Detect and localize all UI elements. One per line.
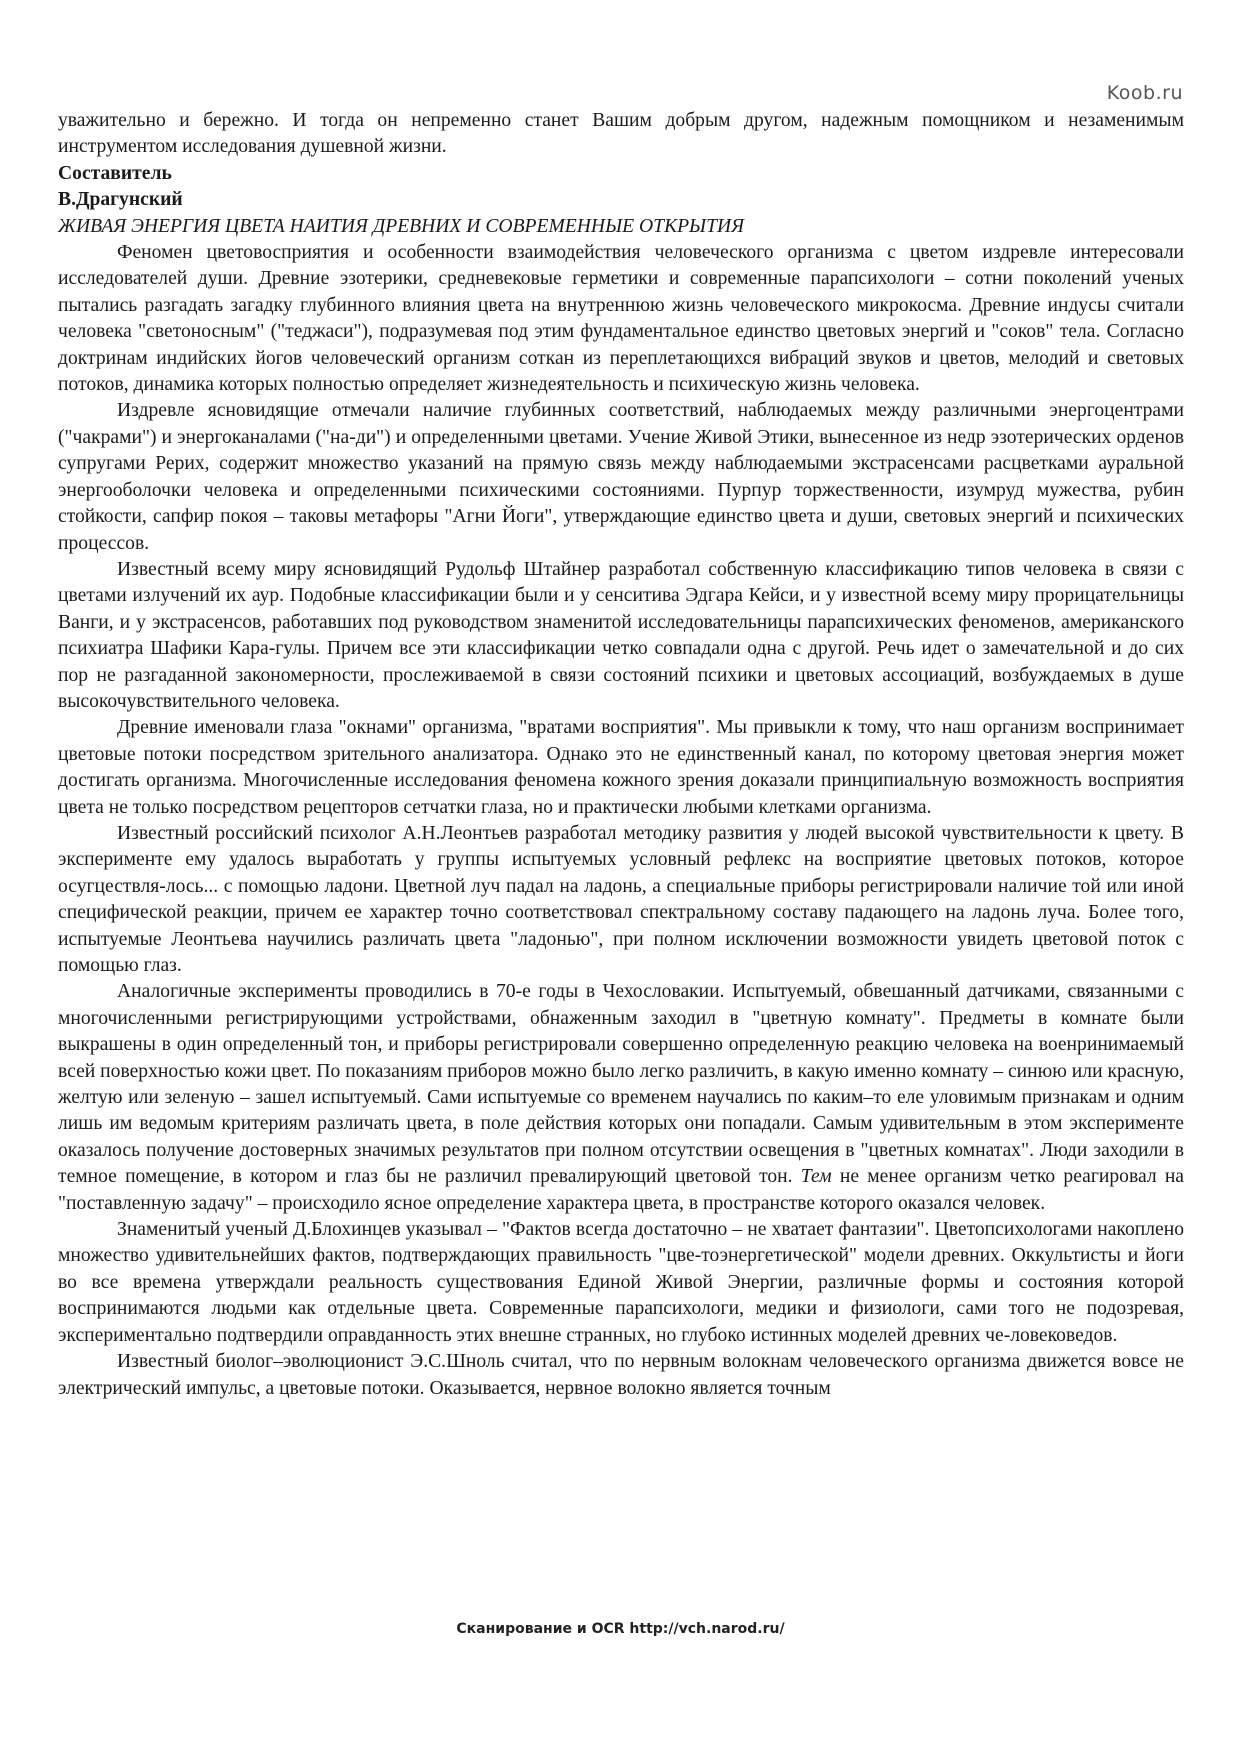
paragraph: Издревле ясновидящие отмечали наличие глубинных соответствий, наблюдаемых между различными энергоцентрами ("чакрами") и энергоканалами ("на-ди") и определенными цветами. Учение Живой Этики, вынесенное из недр эзотерических орденов супругами Рерих, содержит множество указаний на прямую связь между наблюдаемыми экстрасенсами расцветками ауральной энергооболочки человека и определенными психическими состояниями. Пурпур торжественности, изумруд мужества, рубин стойкости, сапфир покоя – таковы метафоры "Агни Йоги", утверждающие единство цвета и души, световых энергий и психических процессов. [58, 400, 1184, 554]
italic-word: Тем [800, 1166, 832, 1188]
paragraph: Известный биолог–эволюционист Э.С.Шноль считал, что по нервным волокнам человеческого организма движется вовсе не электрический импульс, а цветовые потоки. Оказывается, нервное волокно является точным [58, 1351, 1184, 1399]
author-name: В.Драгунский [58, 189, 183, 211]
paragraph: Феномен цветовосприятия и особенности взаимодействия человеческого организма с цветом издревле интересовали исследователей души. Древние эзотерики, средневековые герметики и современные парапсихологи – сотни поколений ученых пытались разгадать загадку глубинного влияния цвета на внутреннюю жизнь человеческого микрокосма. Древние индусы считали человека "светоносным" ("теджаси"), подразумевая под этим фундаментальное единство цветовых энергий и "соков" тела. Согласно доктринам индийских йогов человеческий организм соткан из переплетающихся вибраций звуков и цветов, мелодий и световых потоков, динамика которых полностью определяет жизнедеятельность и психическую жизнь человека. [58, 242, 1184, 396]
paragraph: Древние именовали глаза "окнами" организма, "вратами восприятия". Мы привыкли к тому, что наш организм воспринимает цветовые потоки посредством зрительного анализатора. Однако это не единственный канал, по которому цветовая энергия может достигать организма. Многочисленные исследования феномена кожного зрения доказали принципиальную возможность восприятия цвета не только посредством рецепторов сетчатки глаза, но и практически любыми клетками организма. [58, 717, 1184, 818]
compiler-label: Составитель [58, 162, 172, 184]
document-body [58, 108, 1184, 1402]
paragraph: Знаменитый ученый Д.Блохинцев указывал – "Фактов всегда достаточно – не хватает фантазии". Цветопсихологами накоплено множество удивительнейших фактов, подтверждающих правильность "цве-тоэнергетической" модели древних. Оккультисты и йоги во все времена утверждали реальность существования Единой Живой Энергии, различные формы и состояния которой воспринимаются людьми как отдельные цвета. Современные парапсихологи, медики и физиологи, сами того не подозревая, экспериментально подтвердили оправданность этих внешне странных, но глубоко истинных моделей древних че-ловековедов. [58, 1219, 1184, 1346]
intro-continuation: уважительно и бережно. И тогда он непременно станет Вашим добрым другом, надежным помощником и незаменимым инструментом исследования душевной жизни. [58, 110, 1184, 158]
paragraph [58, 979, 1184, 1217]
paragraph-text: Аналогичные эксперименты проводились в 70-е годы в Чехословакии. Испытуемый, обвешанный датчиками, связанными с многочисленными регистрирующими устройствами, обнаженным заходил в "цветную комнату". Предметы в комнате были выкрашены в один определенный тон, и приборы регистрировали совершенно определенную реакцию человека на военринимаемый всей поверхностью кожи цвет. По показаниям приборов можно было легко различить, в какую именно комнату – синюю или красную, желтую или зеленую – зашел испытуемый. Сами испытуемые со временем научались по каким–то еле уловимым признакам и одним лишь им ведомым критериям различать цвета, в поле действия которых они попадали. Самым удивительным в этом эксперименте оказалось получение достоверных значимых результатов при полном отсутствии освещения в "цветных комнатах". Люди заходили в темное помещение, в котором и глаз бы не различил превалирующий цветовой тон. [58, 981, 1184, 1188]
paragraph-text-tail: не менее организм четко реагировал на "поставленную задачу" – происходило ясное определение характера цвета, в пространстве которого оказался человек. [58, 1166, 1184, 1214]
site-watermark: Koob.ru [1106, 82, 1183, 104]
section-heading: ЖИВАЯ ЭНЕРГИЯ ЦВЕТА НАИТИЯ ДРЕВНИХ И СОВРЕМЕННЫЕ ОТКРЫТИЯ [58, 215, 745, 237]
paragraph: Известный всему миру ясновидящий Рудольф Штайнер разработал собственную классификацию типов человека в связи с цветами излучений их аур. Подобные классификации были и у сенситива Эдгара Кейси, и у известной всему миру прорицательницы Ванги, и у экстрасенсов, работавших под руководством знаменитой исследовательницы парапсихических феноменов, американского психиатра Шафики Кара-гулы. Причем все эти классификации четко совпадали одна с другой. Речь идет о замечательной и до сих пор не разгаданной закономерности, прослеживаемой в связи состояний психики и цветовых ассоциаций, возбуждаемых в душе высокочувствительного человека. [58, 558, 1184, 712]
page-footer: Сканирование и OCR http://vch.narod.ru/ [456, 1621, 785, 1637]
paragraph: Известный российский психолог А.Н.Леонтьев разработал методику развития у людей высокой чувствительности к цвету. В эксперименте ему удалось выработать у группы испытуемых условный рефлекс на восприятие цветовых потоков, которое осугцествля-лось... с помощью ладони. Цветной луч падал на ладонь, а специальные приборы регистрировали наличие той или иной специфической реакции, причем ее характер точно соответствовал спектральному составу падающего на ладонь луча. Более того, испытуемые Леонтьева научились различать цвета "ладонью", при полном исключении возможности увидеть цветовой поток с помощью глаз. [58, 822, 1184, 976]
